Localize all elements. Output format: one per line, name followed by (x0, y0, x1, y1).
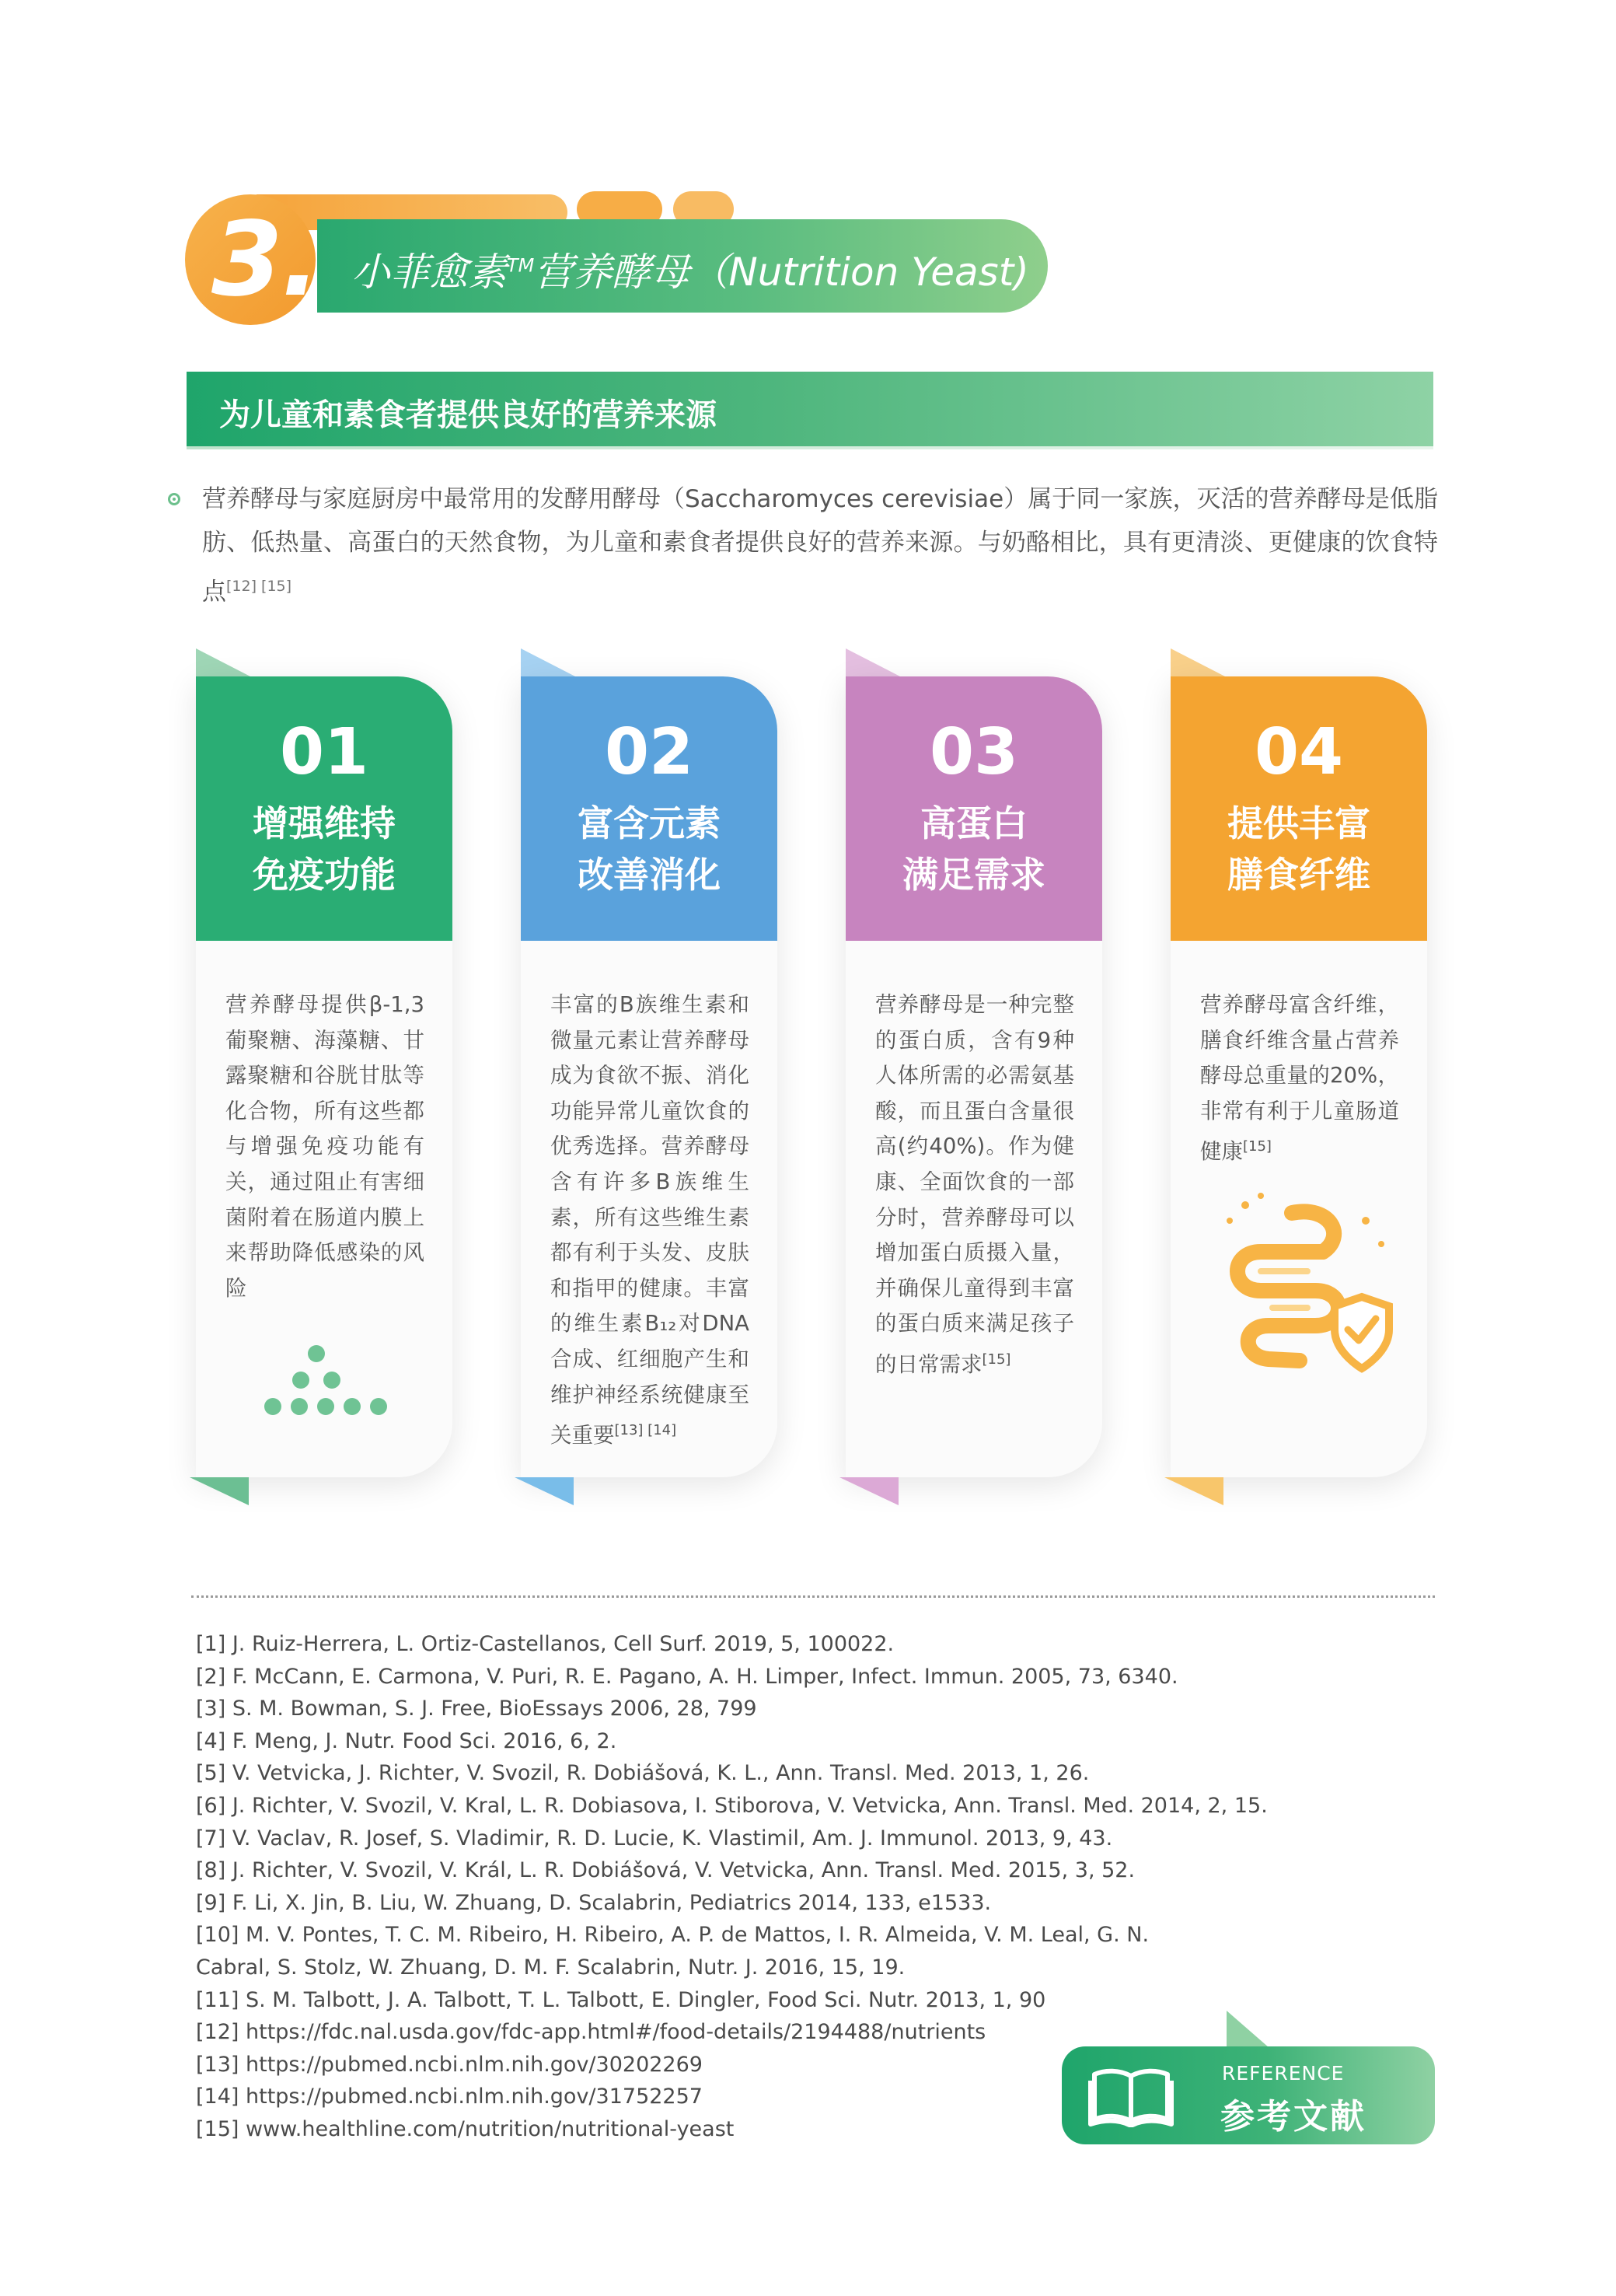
card-tab-top (1171, 648, 1225, 676)
dot (292, 1372, 309, 1389)
card-text (1200, 987, 1399, 1170)
reference-item: [11] S. M. Talbott, J. A. Talbott, T. L. Talbott, E. Dingler, Food Sci. Nutr. 2013, 1, 90 (196, 1987, 1046, 2012)
dotted-divider (191, 1595, 1435, 1598)
open-book-icon (1088, 2065, 1174, 2127)
section-number: 3. (211, 200, 319, 320)
card-title (521, 798, 777, 900)
card-title (196, 798, 452, 900)
card-text (225, 987, 424, 1306)
card-title (1171, 798, 1427, 900)
reference-item: [5] V. Vetvicka, J. Richter, V. Svozil, R. Dobiášová, K. L., Ann. Transl. Med. 2013, 1, 26. (196, 1761, 1090, 1786)
card-text (875, 987, 1074, 1383)
card-tab-bottom (190, 1477, 249, 1505)
badge-english-label: REFERENCE (1222, 2062, 1345, 2085)
bullet-icon (168, 493, 180, 505)
subheader-underline (187, 446, 1433, 449)
card-title (846, 798, 1102, 900)
card-title-line: 满足需求 (902, 854, 1045, 896)
reference-item: [9] F. Li, X. Jin, B. Liu, W. Zhuang, D. Scalabrin, Pediatrics 2014, 133, e1533. (196, 1890, 992, 1915)
card-title-line: 膳食纤维 (1227, 854, 1370, 896)
reference-item: [6] J. Richter, V. Svozil, V. Kral, L. R. Dobiasova, I. Stiborova, V. Vetvicka, Ann. Transl. Med. 2014, 2, 15. (196, 1793, 1268, 1818)
benefit-card-04 (1171, 676, 1427, 1477)
card-tab-top (521, 648, 575, 676)
dot (317, 1398, 334, 1415)
intro-citation: [12] [15] (226, 578, 292, 595)
title-rest: 营养酵母（Nutrition Yeast) (534, 250, 1029, 295)
card-tab-top (196, 648, 250, 676)
section-title (351, 241, 1029, 297)
reference-item: [1] J. Ruiz-Herrera, L. Ortiz-Castellanos, Cell Surf. 2019, 5, 100022. (196, 1632, 895, 1656)
card-title-line: 免疫功能 (253, 854, 396, 896)
badge-chinese-label: 参考文献 (1220, 2097, 1366, 2137)
card-text-body: 丰富的B族维生素和微量元素让营养酵母成为食欲不振、消化功能异常儿童饮食的优秀选择。营养酵母含有许多B族维生素，所有这些维生素都有利于头发、皮肤和指甲的健康。丰富的维生素B₁₂对DNA合成、红细胞产生和维护神经系统健康至关重要 (550, 992, 749, 1449)
dot (344, 1398, 361, 1415)
reference-item: [4] F. Meng, J. Nutr. Food Sci. 2016, 6, 2. (196, 1728, 617, 1753)
title-main: 小菲愈素 (351, 250, 507, 295)
reference-item: [7] V. Vaclav, R. Josef, S. Vladimir, R. D. Lucie, K. Vlastimil, Am. J. Immunol. 2013, 9, 43. (196, 1826, 1113, 1850)
reference-item: [15] www.healthline.com/nutrition/nutritional-yeast (196, 2116, 735, 2141)
card-citation: [13] [14] (614, 1422, 677, 1439)
reference-item: [8] J. Richter, V. Svozil, V. Král, L. R. Dobiášová, V. Vetvicka, Ann. Transl. Med. 2015, 3, 52. (196, 1858, 1136, 1883)
card-text-body: 营养酵母提供β-1,3葡聚糖、海藻糖、甘露聚糖和谷胱甘肽等化合物，所有这些都与增强免疫功能有关，通过阻止有害细菌附着在肠道内膜上来帮助降低感染的风险 (225, 992, 424, 1301)
card-number: 03 (929, 715, 1019, 789)
card-tab-bottom (515, 1477, 574, 1505)
card-number: 04 (1254, 715, 1344, 789)
card-text-body: 营养酵母富含纤维，膳食纤维含量占营养酵母总重量的20%，非常有利于儿童肠道健康 (1200, 992, 1399, 1165)
card-citation: [15] (982, 1351, 1011, 1368)
dot (370, 1398, 387, 1415)
card-title-line: 增强维持 (253, 802, 396, 844)
reference-item: [12] https://fdc.nal.usda.gov/fdc-app.html#/food-details/2194488/nutrients (196, 2020, 986, 2045)
card-title-line: 高蛋白 (920, 802, 1028, 844)
reference-item: [2] F. McCann, E. Carmona, V. Puri, R. E. Pagano, A. H. Limper, Infect. Immun. 2005, 73, 6340. (196, 1664, 1178, 1689)
card-title-line: 富含元素 (578, 802, 721, 844)
dot (323, 1372, 340, 1389)
dot (291, 1398, 308, 1415)
reference-item: [10] M. V. Pontes, T. C. M. Ribeiro, H. Ribeiro, A. P. de Mattos, I. R. Almeida, V. M. Leal, G. N. Cabral, S. Stolz, W. Zhuang, D. M. F. Scalabrin, Nutr. J. 2016, 15, 19. (196, 1923, 1150, 1980)
card-tab-bottom (1164, 1477, 1223, 1505)
dot (264, 1398, 281, 1415)
card-text (550, 987, 749, 1454)
card-tab-bottom (839, 1477, 899, 1505)
card-number: 02 (604, 715, 694, 789)
references-list (196, 1628, 1268, 2146)
benefit-card-03 (846, 676, 1102, 1477)
subheader-text: 为儿童和素食者提供良好的营养来源 (219, 397, 717, 433)
card-text-body: 营养酵母是一种完整的蛋白质，含有9种人体所需的必需氨基酸，而且蛋白含量很高(约40%)。作为健康、全面饮食的一部分时，营养酵母可以增加蛋白质摄入量，并确保儿童得到丰富的蛋白质来满足孩子的日常需求 (875, 992, 1074, 1378)
card-title-line: 改善消化 (578, 854, 721, 896)
benefit-card-02 (521, 676, 777, 1477)
intro-paragraph (202, 477, 1438, 613)
card-tab-top (846, 648, 900, 676)
card-title-line: 提供丰富 (1227, 802, 1370, 844)
reference-item: [13] https://pubmed.ncbi.nlm.nih.gov/30202269 (196, 2052, 703, 2077)
reference-item: [3] S. M. Bowman, S. J. Free, BioEssays 2006, 28, 799 (196, 1697, 757, 1721)
benefit-card-01 (196, 676, 452, 1477)
card-number: 01 (279, 715, 369, 789)
intro-text: 营养酵母与家庭厨房中最常用的发酵用酵母（Saccharomyces cerevisiae）属于同一家族，灭活的营养酵母是低脂肪、低热量、高蛋白的天然食物，为儿童和素食者提供良好的营养来源。与奶酪相比，具有更清淡、更健康的饮食特点 (202, 485, 1438, 606)
dot (308, 1345, 325, 1362)
card-citation: [15] (1243, 1138, 1272, 1155)
intestine-shield-icon (1199, 1190, 1393, 1384)
reference-item: [14] https://pubmed.ncbi.nlm.nih.gov/31752257 (196, 2085, 703, 2109)
trademark: TM (507, 254, 535, 277)
